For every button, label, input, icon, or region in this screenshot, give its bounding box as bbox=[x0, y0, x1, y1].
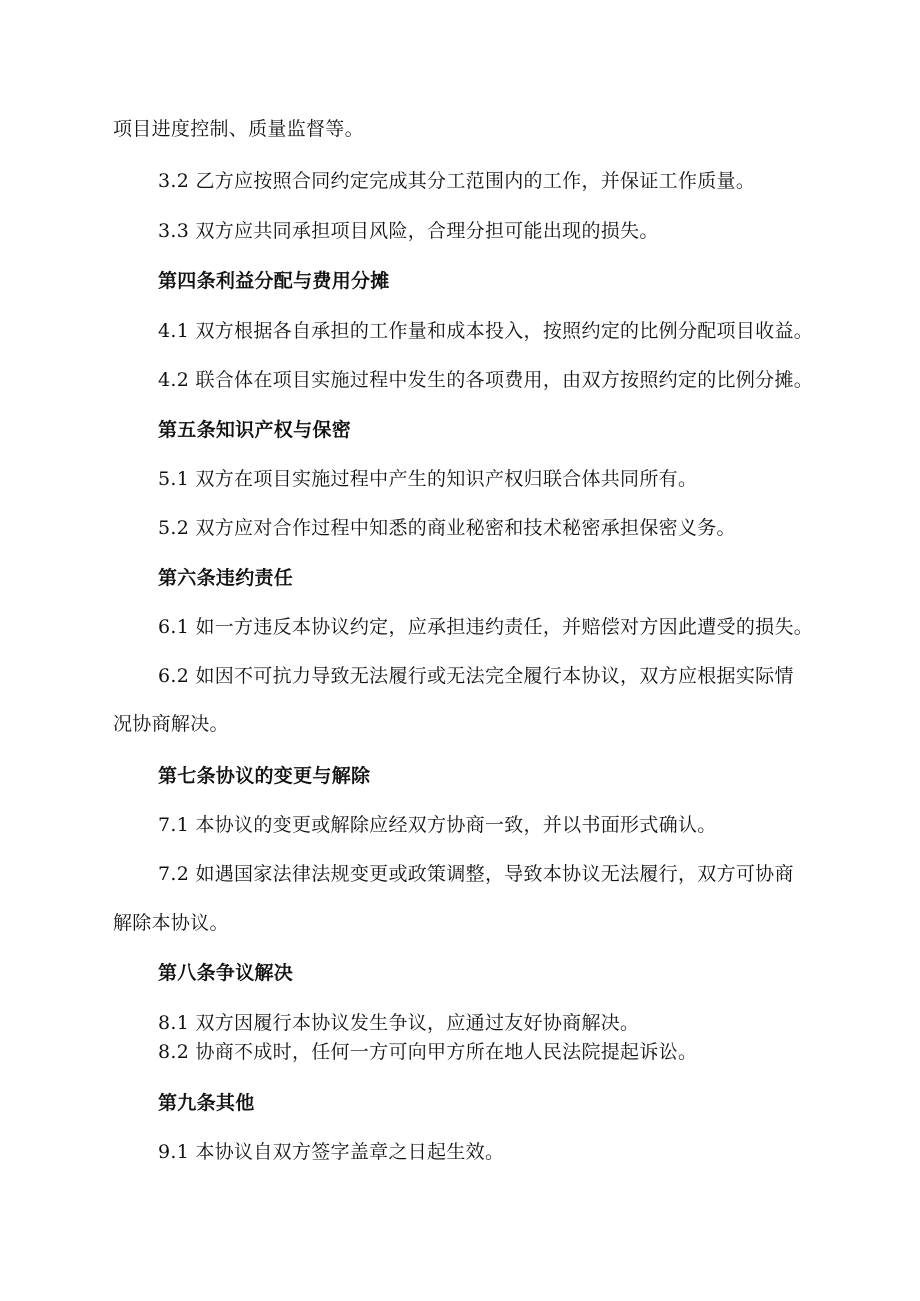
paragraph-continuation: 项目进度控制、质量监督等。 bbox=[113, 118, 364, 140]
clause-4-2: 4.2 联合体在项目实施过程中发生的各项费用，由双方按照约定的比例分摊。 bbox=[158, 369, 814, 391]
article-6-heading: 第六条违约责任 bbox=[158, 567, 294, 589]
clause-8-2: 8.2 协商不成时，任何一方可向甲方所在地人民法院提起诉讼。 bbox=[158, 1041, 698, 1063]
clause-5-2: 5.2 双方应对合作过程中知悉的商业秘密和技术秘密承担保密义务。 bbox=[158, 517, 736, 539]
article-8-heading: 第八条争议解决 bbox=[158, 962, 294, 984]
article-7-heading: 第七条协议的变更与解除 bbox=[158, 765, 371, 787]
clause-6-2: 6.2 如因不可抗力导致无法履行或无法完全履行本协议，双方应根据实际情 bbox=[158, 665, 794, 687]
clause-3-2: 3.2 乙方应按照合同约定完成其分工范围内的工作，并保证工作质量。 bbox=[158, 170, 756, 192]
clause-6-2-continuation: 况协商解决。 bbox=[113, 713, 229, 735]
clause-7-2-continuation: 解除本协议。 bbox=[113, 912, 229, 934]
clause-8-1: 8.1 双方因履行本协议发生争议，应通过友好协商解决。 bbox=[158, 1012, 640, 1034]
clause-3-3: 3.3 双方应共同承担项目风险，合理分担可能出现的损失。 bbox=[158, 220, 659, 242]
article-4-heading: 第四条利益分配与费用分摊 bbox=[158, 270, 390, 292]
clause-6-1: 6.1 如一方违反本协议约定，应承担违约责任，并赔偿对方因此遭受的损失。 bbox=[158, 616, 814, 638]
article-5-heading: 第五条知识产权与保密 bbox=[158, 419, 352, 441]
clause-5-1: 5.1 双方在项目实施过程中产生的知识产权归联合体共同所有。 bbox=[158, 468, 698, 490]
article-9-heading: 第九条其他 bbox=[158, 1092, 255, 1114]
clause-7-2: 7.2 如遇国家法律法规变更或政策调整，导致本协议无法履行，双方可协商 bbox=[158, 863, 794, 885]
clause-4-1: 4.1 双方根据各自承担的工作量和成本投入，按照约定的比例分配项目收益。 bbox=[158, 320, 814, 342]
clause-7-1: 7.1 本协议的变更或解除应经双方协商一致，并以书面形式确认。 bbox=[158, 814, 717, 836]
clause-9-1: 9.1 本协议自双方签字盖章之日起生效。 bbox=[158, 1141, 505, 1163]
